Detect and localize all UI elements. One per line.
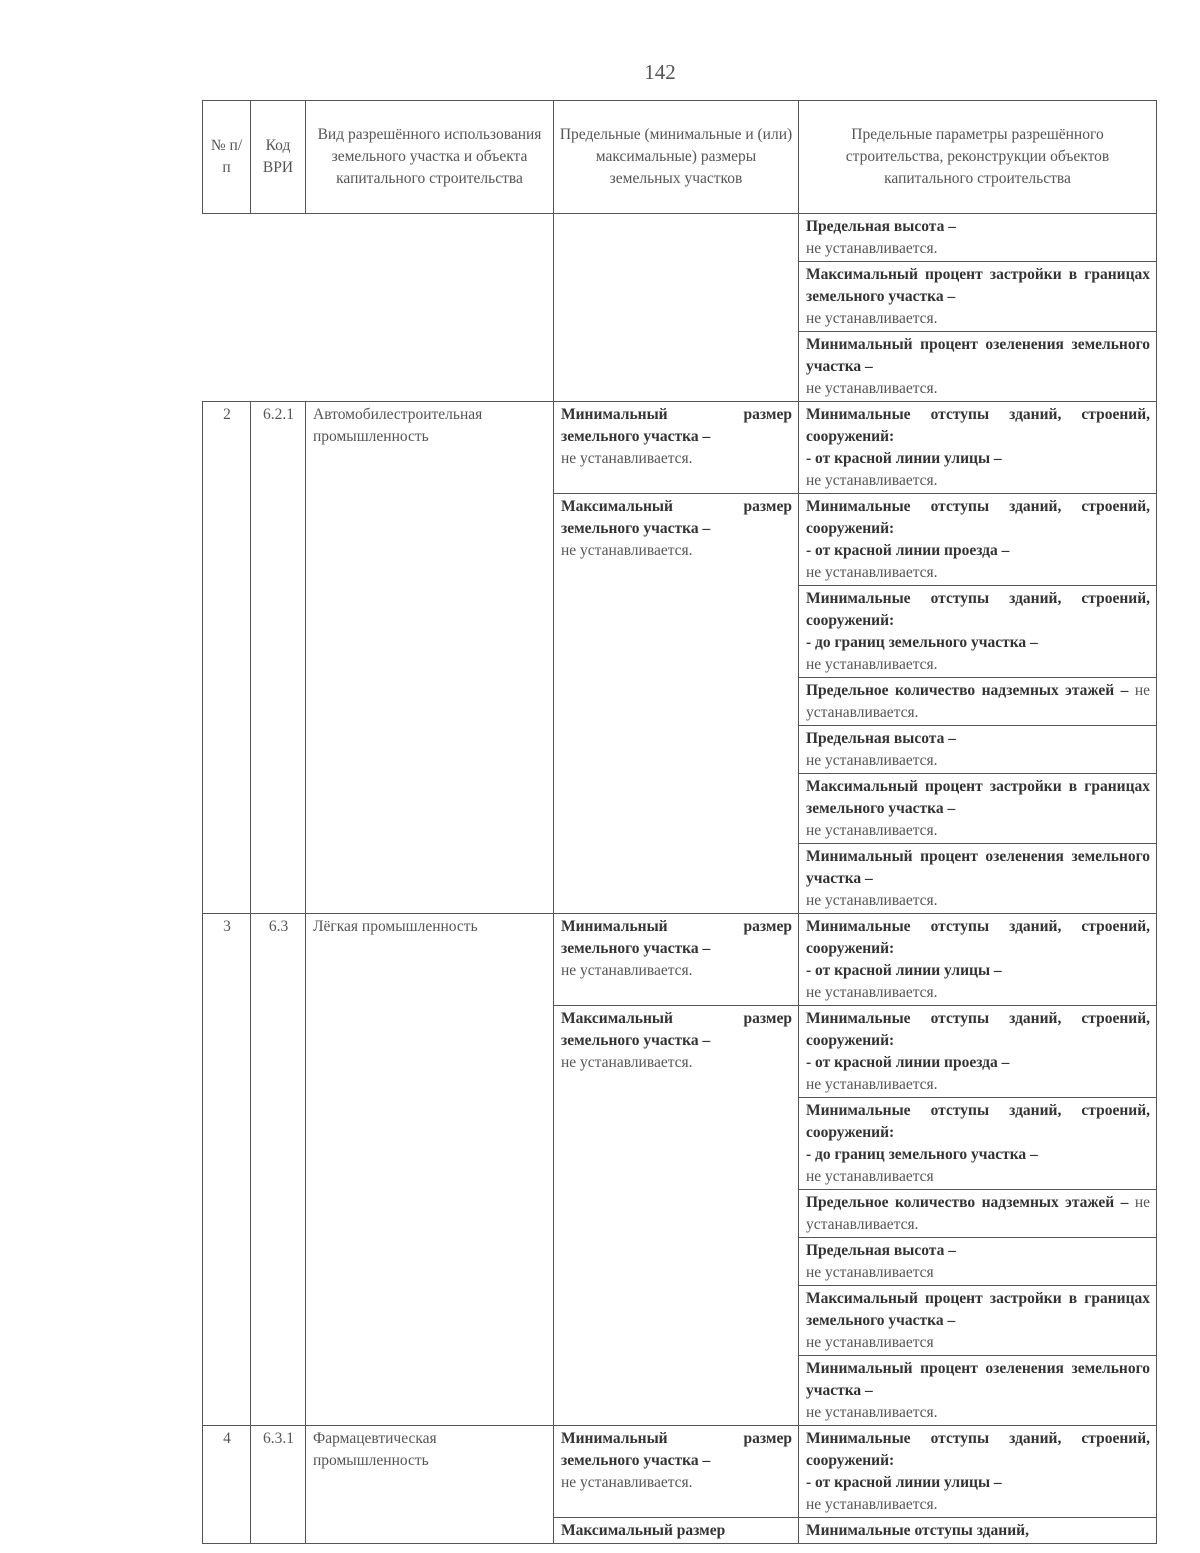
zoning-table [202, 100, 1157, 1544]
param-cell: Предельное количество надземных этажей – не устанавливается. [799, 678, 1157, 726]
continuation-empty [203, 214, 554, 402]
header-num: № п/п [203, 101, 251, 214]
row-code: 6.3.1 [251, 1426, 306, 1544]
header-code: Код ВРИ [251, 101, 306, 214]
param-cell: Предельная высота – не устанавливается [799, 1238, 1157, 1286]
param-cell: Минимальные отступы зданий, строений, сооружений: - от красной линии улицы – не устанавливается. [799, 1426, 1157, 1518]
row-use-name: Автомобилестроительная промышленность [306, 402, 554, 914]
continuation-size-empty [554, 214, 799, 402]
param-cell: Минимальные отступы зданий, строений, сооружений: - до границ земельного участка – не устанавливается. [799, 586, 1157, 678]
param-cell: Минимальные отступы зданий, строений, сооружений: - от красной линии проезда – не устанавливается. [799, 494, 1157, 586]
param-cell: Предельная высота – не устанавливается. [799, 726, 1157, 774]
page-number: 142 [644, 60, 676, 84]
min-size-cell: Минимальный размер земельного участка – не устанавливается. [554, 1426, 799, 1518]
table-row [203, 402, 1157, 494]
table-row [203, 1426, 1157, 1518]
param-cell: Минимальные отступы зданий, строений, сооружений: - до границ земельного участка – не устанавливается [799, 1098, 1157, 1190]
table-row [203, 214, 1157, 262]
row-use-name: Фармацевтическая промышленность [306, 1426, 554, 1544]
row-use-name: Лёгкая промышленность [306, 914, 554, 1426]
min-size-cell: Минимальный размер земельного участка – не устанавливается. [554, 914, 799, 1006]
param-cell: Минимальный процент озеленения земельного участка – не устанавливается. [799, 1356, 1157, 1426]
row-code: 6.3 [251, 914, 306, 1426]
header-plot-size: Предельные (минимальные и (или) максимальные) размеры земельных участков [554, 101, 799, 214]
param-cell: Минимальные отступы зданий, строений, сооружений: - от красной линии улицы – не устанавливается. [799, 914, 1157, 1006]
header-params: Предельные параметры разрешённого строительства, реконструкции объектов капитального строительства [799, 101, 1157, 214]
max-size-cell: Максимальный размер земельного участка – не устанавливается. [554, 1006, 799, 1426]
max-size-cell: Максимальный размер земельного участка – не устанавливается. [554, 494, 799, 914]
header-use: Вид разрешённого использования земельного участка и объекта капитального строительства [306, 101, 554, 214]
max-size-cell: Максимальный размер [554, 1518, 799, 1544]
table-row [203, 914, 1157, 1006]
param-cell: Минимальные отступы зданий, строений, сооружений: - от красной линии улицы – не устанавливается. [799, 402, 1157, 494]
param-cell: Максимальный процент застройки в границах земельного участка – не устанавливается. [799, 774, 1157, 844]
param-cell: Минимальный процент озеленения земельного участка – не устанавливается. [799, 332, 1157, 402]
row-number: 4 [203, 1426, 251, 1544]
row-code: 6.2.1 [251, 402, 306, 914]
param-cell: Максимальный процент застройки в границах земельного участка – не устанавливается. [799, 262, 1157, 332]
param-cell: Предельная высота – не устанавливается. [799, 214, 1157, 262]
param-cell: Предельное количество надземных этажей – не устанавливается. [799, 1190, 1157, 1238]
row-number: 3 [203, 914, 251, 1426]
param-cell: Минимальные отступы зданий, [799, 1518, 1157, 1544]
row-number: 2 [203, 402, 251, 914]
table-header-row [203, 101, 1157, 214]
param-cell: Минимальный процент озеленения земельного участка – не устанавливается. [799, 844, 1157, 914]
param-cell: Максимальный процент застройки в границах земельного участка – не устанавливается [799, 1286, 1157, 1356]
min-size-cell: Минимальный размер земельного участка – не устанавливается. [554, 402, 799, 494]
param-cell: Минимальные отступы зданий, строений, сооружений: - от красной линии проезда – не устанавливается. [799, 1006, 1157, 1098]
